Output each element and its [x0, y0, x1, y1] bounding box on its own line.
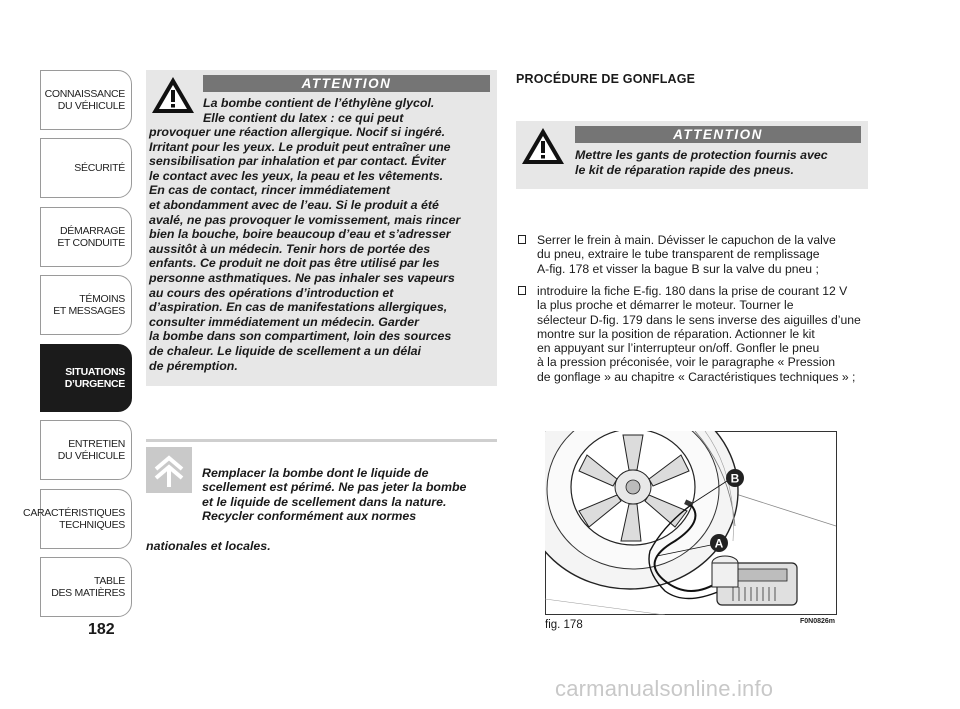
environment-note: [146, 451, 496, 568]
checkbox-bullet-icon: [518, 286, 526, 295]
sidebar-item-label: SÉCURITÉ: [74, 162, 125, 174]
procedure-step: [518, 284, 878, 384]
figure-caption: fig. 178: [545, 619, 583, 631]
section-title: PROCÉDURE DE GONFLAGE: [516, 72, 696, 86]
environment-note-intro: Remplacer la bombe dont le liquide de scellement est périmé. Ne pas jeter la bombe et le liquide de scellement dans la nature. Recycler conformément aux normes: [202, 465, 467, 524]
procedure-step-text: introduire la fiche E-fig. 180 dans la prise de courant 12 V la plus proche et démarrer le moteur. Tourner le sélecteur D-fig. 179 dans le sens inverse des aiguilles d’une montre sur la position de réparation. Actionner le kit en appuyant sur l’interrupteur on/off. Gonfler le pneu à la pression préconisée, voir le paragraphe « Pression de gonflage » au chapitre « Caractéristiques techniques » ;: [537, 284, 861, 384]
sidebar-item-label: CONNAISSANCE DU VÉHICULE: [44, 88, 125, 112]
divider: [146, 439, 497, 442]
warning-text: Mettre les gants de protection fournis avec le kit de réparation rapide des pneus.: [575, 148, 828, 177]
checkbox-bullet-icon: [518, 235, 526, 244]
sidebar-item-entretien[interactable]: [40, 420, 132, 480]
sidebar-item-label: TABLE DES MATIÈRES: [51, 575, 125, 599]
page-number: 182: [88, 621, 115, 638]
environment-note-end: nationales et locales.: [146, 538, 271, 553]
sidebar-item-table-matieres[interactable]: [40, 557, 132, 617]
sidebar-item-label: CARACTÉRISTIQUES TECHNIQUES: [23, 507, 125, 531]
sidebar-item-temoins[interactable]: [40, 275, 132, 335]
warning-heading: ATTENTION: [203, 75, 490, 92]
warning-triangle-icon: [520, 125, 566, 167]
sidebar-item-caracteristiques[interactable]: [23, 489, 132, 549]
chapter-sidebar: [23, 70, 133, 618]
sidebar-item-situations-urgence[interactable]: [40, 344, 132, 412]
figure-code: F0N0826m: [800, 618, 836, 625]
procedure-step: [518, 233, 878, 276]
sidebar-item-label: SITUATIONS D’URGENCE: [64, 366, 125, 390]
warning-text-intro: La bombe contient de l’éthylène glycol. Elle contient du latex : ce qui peut: [203, 96, 435, 125]
callout-b: B: [730, 471, 740, 486]
sidebar-item-label: DÉMARRAGE ET CONDUITE: [57, 225, 125, 249]
warning-text-body: provoquer une réaction allergique. Nocif si ingéré. Irritant pour les yeux. Le produit peut entraîner une sensibilisation par inhalation et par contact. Éviter le contact avec les yeux, la peau et les vêtements. En cas de contact, rincer immédiatement et abondamment avec de l’eau. Si le produit a été avalé, ne pas provoquer le vomissement, mais rincer bien la bouche, boire beaucoup d’eau et s’adresser aussitôt à un médecin. Tenir hors de portée des enfants. Ce produit ne doit pas être utilisé par les personne asthmatiques. Ne pas inhaler ses vapeurs au cours des opérations d’introduction et d’aspiration. En cas de manifestations allergiques, consulter immédiatement un médecin. Garder la bombe dans son compartiment, loin des sources de chaleur. Le liquide de scellement a un délai de péremption.: [149, 125, 461, 373]
procedure-step-text: Serrer le frein à main. Dévisser le capuchon de la valve du pneu, extraire le tube transparent de remplissage A-fig. 178 et visser la bague B sur la valve du pneu ;: [537, 233, 836, 276]
sidebar-item-connaissance[interactable]: [40, 70, 132, 130]
warning-heading: ATTENTION: [575, 126, 861, 143]
sidebar-item-label: ENTRETIEN DU VÉHICULE: [57, 438, 125, 462]
watermark: carmanualsonline.info: [555, 676, 774, 701]
warning-triangle-icon: [150, 74, 196, 116]
callout-a: A: [714, 536, 724, 551]
tire-inflation-figure: [545, 431, 837, 615]
sidebar-item-label: TÉMOINS ET MESSAGES: [53, 293, 125, 317]
sidebar-item-demarrage[interactable]: [40, 207, 132, 267]
sidebar-item-securite[interactable]: [40, 138, 132, 198]
